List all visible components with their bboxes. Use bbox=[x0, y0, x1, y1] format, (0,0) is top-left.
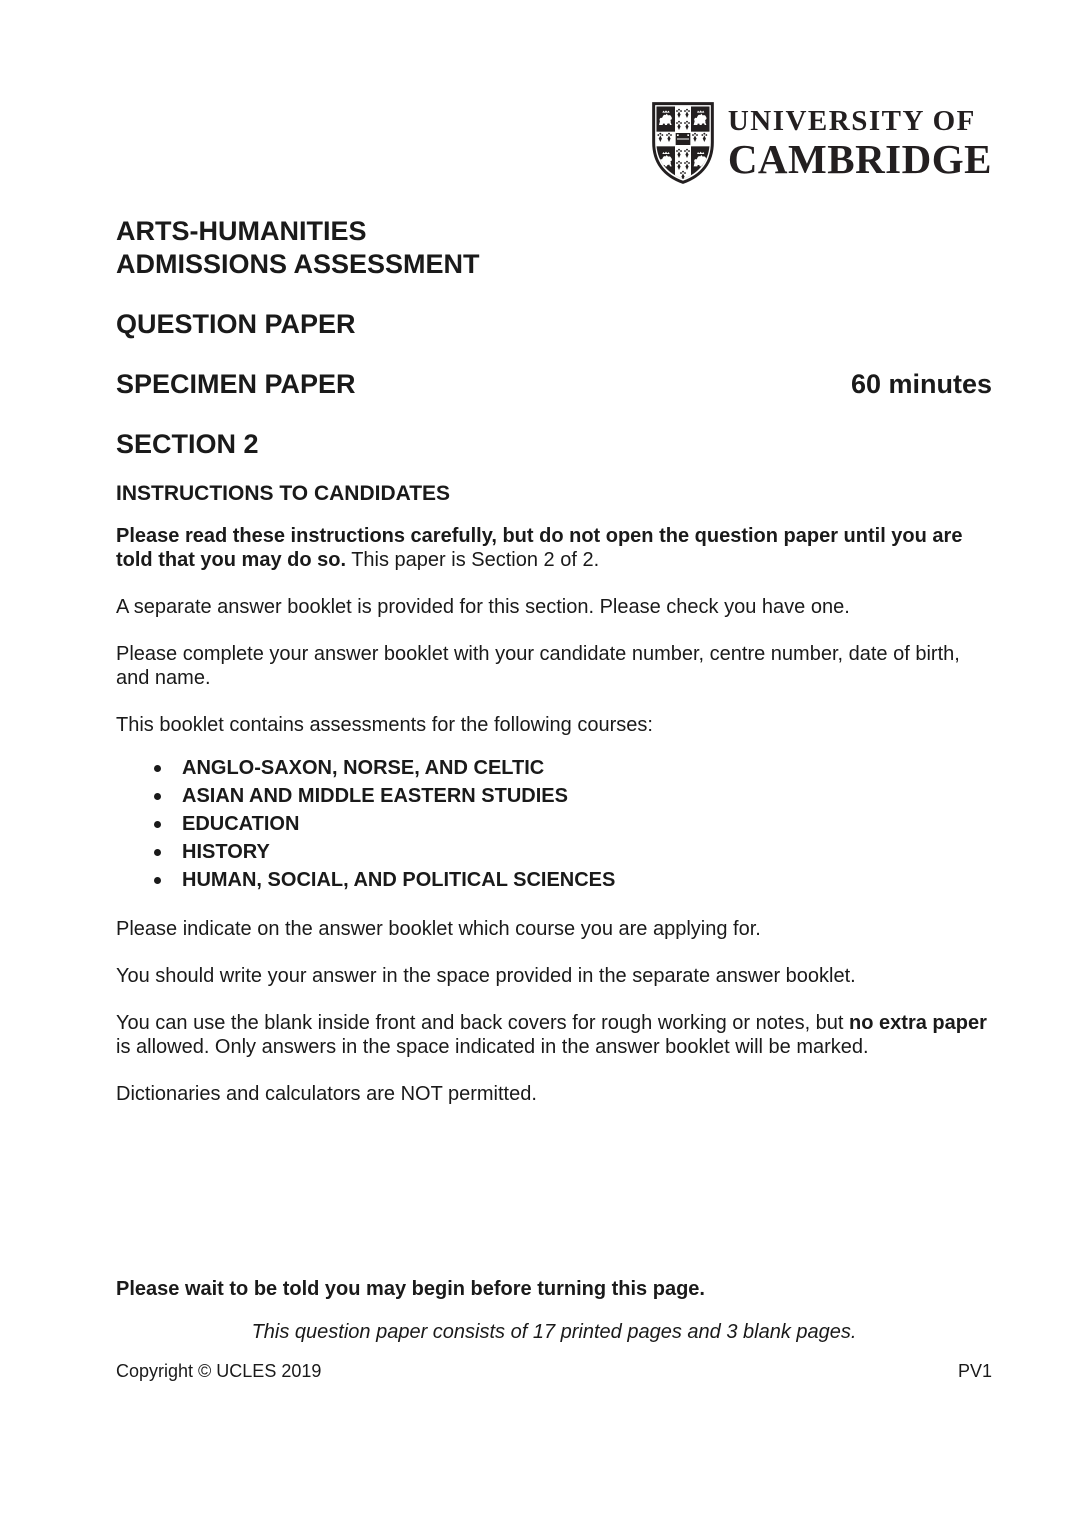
instruction-indicate-course: Please indicate on the answer booklet which course you are applying for. bbox=[116, 918, 761, 940]
assessment-title-line2: ADMISSIONS ASSESSMENT bbox=[116, 249, 480, 279]
university-wordmark bbox=[728, 106, 992, 181]
course-item: ANGLO-SAXON, NORSE, AND CELTIC bbox=[116, 754, 992, 782]
wait-notice: Please wait to be told you may begin before turning this page. bbox=[116, 1278, 705, 1300]
assessment-title-line1: ARTS-HUMANITIES bbox=[116, 216, 367, 246]
instruction-complete-booklet: Please complete your answer booklet with your candidate number, centre number, date of birth, and name. bbox=[116, 643, 960, 689]
instruction-rough-working-pre: You can use the blank inside front and back covers for rough working or notes, but bbox=[116, 1012, 850, 1034]
version-label: PV1 bbox=[957, 1361, 992, 1381]
wordmark-line1: UNIVERSITY OF bbox=[727, 104, 976, 137]
section-heading: SECTION 2 bbox=[116, 429, 259, 459]
instruction-read-carefully-bold: Please read these instructions carefully, but do not open the question paper until you are told that you may do so. bbox=[116, 525, 963, 571]
course-item: EDUCATION bbox=[116, 810, 992, 838]
paper-name-row bbox=[116, 368, 992, 401]
cambridge-shield-icon bbox=[651, 101, 715, 185]
course-item: HISTORY bbox=[116, 838, 992, 866]
instruction-answer-booklet: A separate answer booklet is provided for this section. Please check you have one. bbox=[116, 596, 850, 618]
course-list bbox=[116, 754, 992, 894]
footer-row bbox=[116, 1360, 992, 1382]
instruction-read-carefully-rest: This paper is Section 2 of 2. bbox=[346, 549, 600, 571]
instructions-heading: INSTRUCTIONS TO CANDIDATES bbox=[116, 482, 451, 505]
assessment-title bbox=[116, 215, 992, 281]
instruction-read-carefully bbox=[116, 524, 992, 572]
instruction-rough-working bbox=[116, 1011, 992, 1059]
course-item: ASIAN AND MIDDLE EASTERN STUDIES bbox=[116, 782, 992, 810]
instruction-courses-intro: This booklet contains assessments for the following courses: bbox=[116, 714, 653, 736]
university-logo bbox=[651, 101, 992, 185]
pages-note: This question paper consists of 17 printed pages and 3 blank pages. bbox=[251, 1321, 857, 1343]
instruction-dictionaries: Dictionaries and calculators are NOT permitted. bbox=[116, 1083, 537, 1105]
document-type-heading: QUESTION PAPER bbox=[116, 309, 356, 339]
duration: 60 minutes bbox=[850, 369, 992, 399]
copyright-text: Copyright © UCLES 2019 bbox=[116, 1361, 322, 1381]
instruction-rough-working-post: is allowed. Only answers in the space indicated in the answer booklet will be marked. bbox=[116, 1036, 869, 1058]
paper-name: SPECIMEN PAPER bbox=[116, 369, 356, 399]
course-item: HUMAN, SOCIAL, AND POLITICAL SCIENCES bbox=[116, 866, 992, 894]
instruction-write-answer: You should write your answer in the space provided in the separate answer booklet. bbox=[116, 965, 856, 987]
wordmark-line2: CAMBRIDGE bbox=[727, 135, 992, 182]
instruction-rough-working-bold: no extra paper bbox=[849, 1012, 987, 1034]
